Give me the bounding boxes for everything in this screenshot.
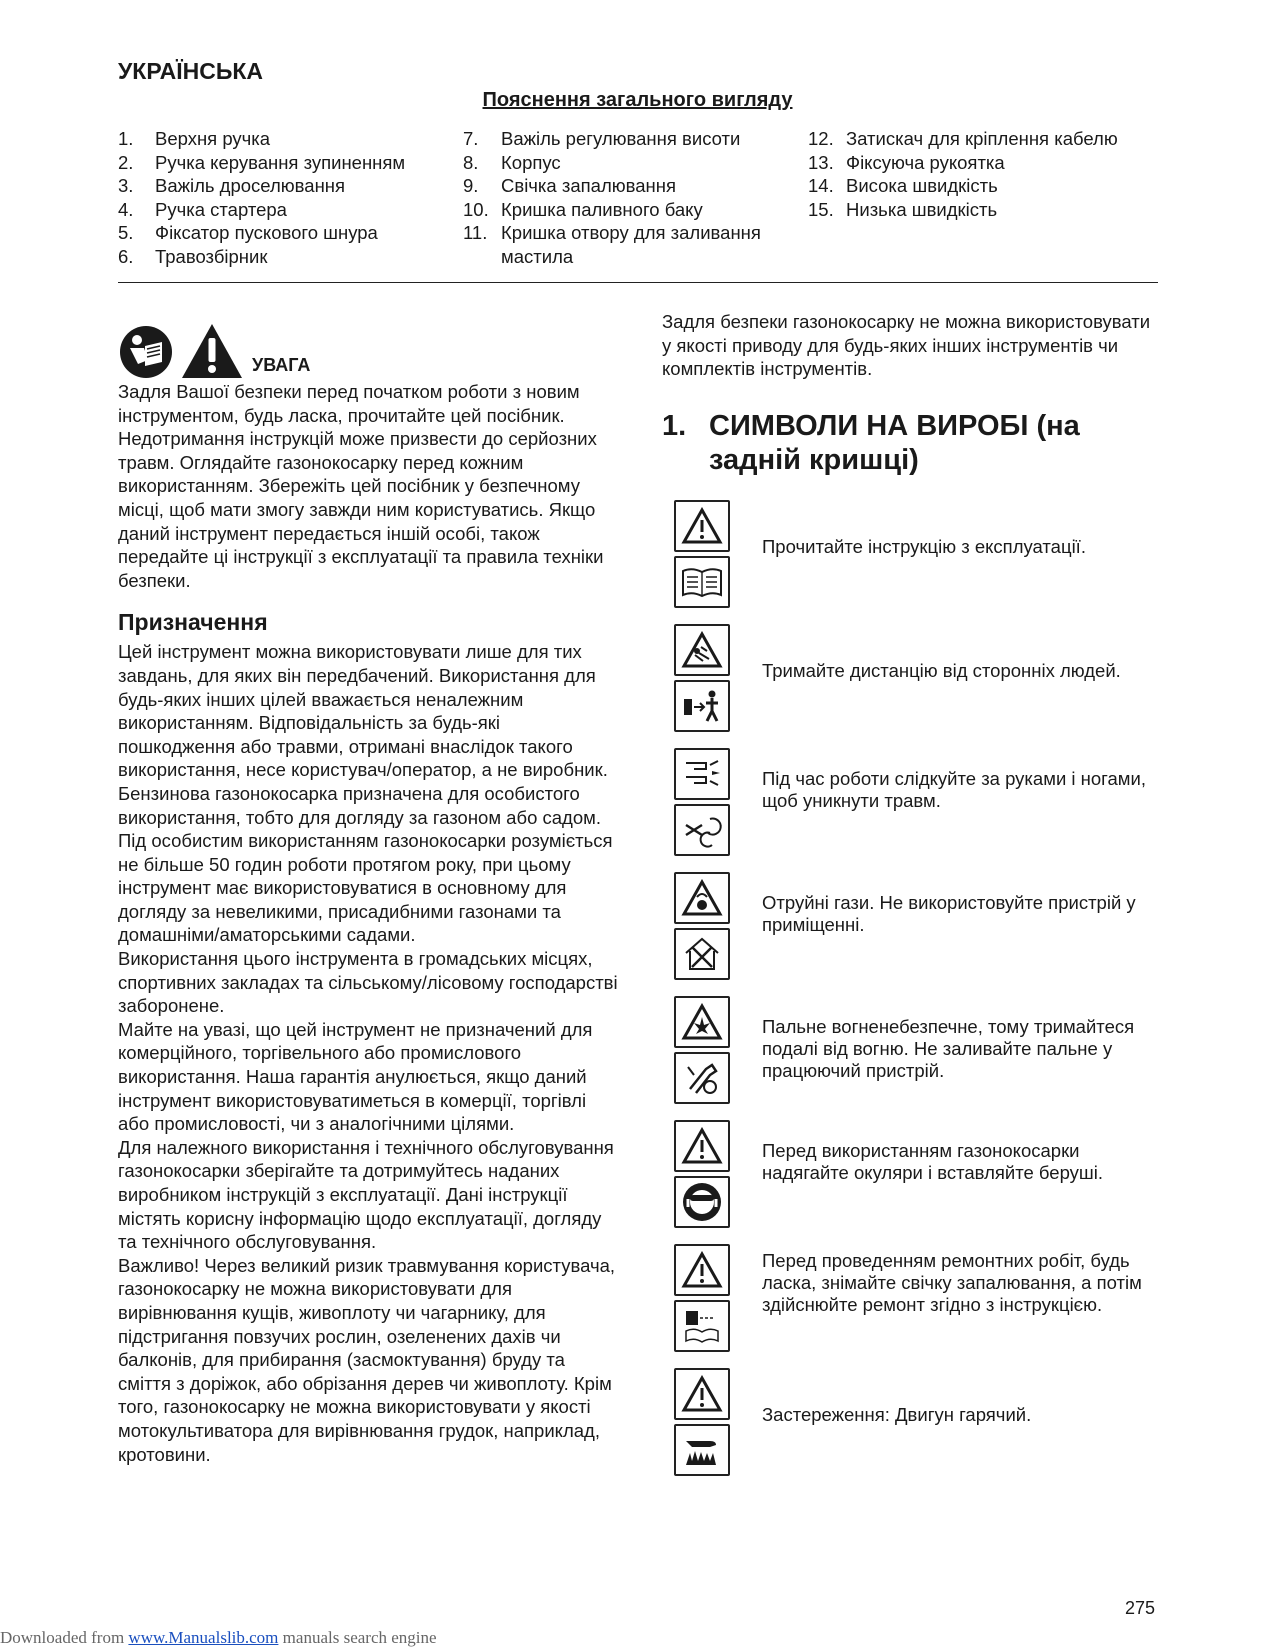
purpose-paragraph: Під особистим використанням газонокосарки розуміється не більше 50 годин роботи протягом року, при цьому інструмент має використовуватися в основному для догляду за невеликими, присадибними газонами та домашніми/аматорськими садами. [118, 830, 613, 946]
part-item: 12. Затискач для кріплення кабелю [808, 128, 1118, 149]
read-manual-icon [118, 324, 174, 380]
symbol-description: Прочитайте інструкцію з експлуатації. [762, 536, 1086, 557]
thrown-objects-icon [674, 624, 730, 676]
warning-triangle-icon [674, 1244, 730, 1296]
no-refuel-running-icon [674, 1052, 730, 1104]
part-item: 13. Фіксуюча рукоятка [808, 151, 1005, 173]
symbol-description: Під час роботи слідкуйте за руками і ногами, щоб уникнути травм. [762, 768, 1146, 811]
no-indoor-use-icon [674, 928, 730, 980]
part-item: 15. Низька швидкість [808, 198, 998, 220]
section-title: СИМВОЛИ НА ВИРОБІ (на задній кришці) [709, 409, 1080, 476]
part-item: 6. Травозбірник [118, 245, 268, 267]
purpose-paragraph: Важливо! Через великий ризик травмування користувача, газонокосарку не можна використовувати для вирівнювання кущів, живоплоту чи чагарнику, для підстригання повзучих рослин, озеленених дахів чи балконів, для прибирання (засмоктування) бруду та сміття з доріжок, або обрізання дерев чи живоплоту. Крім того, газонокосарку не можна використовувати у якості мотокультиватора для вирівнювання грудок, наприклад, кротовини. [118, 1254, 616, 1465]
section-heading [662, 409, 1162, 477]
part-item: 5. Фіксатор пускового шнура [118, 222, 378, 243]
purpose-paragraph: Для належного використання і технічного обслуговування газонокосарки зберігайте та дотримуйтесь наданих виробником інструкцій з експлуатації. Дані інструкції містять корисну інформацію щодо експлуатації, догляду та технічного обслуговування. [118, 1136, 614, 1253]
warning-text: Задля Вашої безпеки перед початком роботи з новим інструментом, будь ласка, прочитайте цей посібник. Недотримання інструкцій може призвести до серйозних травм. Оглядайте газонокосарку перед кожним використанням. Збережіть цей посібник у безпечному місці, щоб мати змогу завжди ним користуватись. Якщо даний інструмент передається іншій особі, також передайте ці інструкції з експлуатації та правила техніки безпеки. [118, 381, 604, 591]
warning-triangle-icon [180, 322, 244, 380]
part-item: 7. Важіль регулювання висоти [463, 128, 741, 149]
warning-triangle-icon [674, 1120, 730, 1172]
part-item: 10. Кришка паливного баку [463, 198, 703, 220]
warning-header [118, 318, 618, 380]
part-item: 11. Кришка отвору для заливання мастила [463, 222, 761, 267]
rotating-blade-icon [674, 804, 730, 856]
symbol-description: Перед проведенням ремонтних робіт, будь ласка, знімайте свічку запалювання, а потім здійснюйте ремонт згідно з інструкцією. [762, 1250, 1142, 1315]
part-item: 9. Свічка запалювання [463, 175, 676, 196]
purpose-paragraph: Цей інструмент можна використовувати лише для тих завдань, для яких він передбачений. Використання для будь-яких інших цілей вважається неналежним використанням. Відповідальність за будь-які пошкодження або травми, отримані внаслідок такого використання, несе користувач/оператор, а не виробник. [118, 641, 608, 781]
purpose-paragraph: Використання цього інструмента в громадських місцях, спортивних закладах та сільському/лісовому господарстві заборонене. [118, 948, 618, 1017]
flammable-icon [674, 996, 730, 1048]
section-divider [118, 282, 1158, 283]
symbol-description: Застереження: Двигун гарячий. [762, 1404, 1032, 1425]
warning-triangle-icon [674, 500, 730, 552]
hot-surface-icon [674, 1424, 730, 1476]
part-item: 4. Ручка стартера [118, 198, 287, 220]
download-footer: Downloaded from www.Manualslib.com manuals search engine [0, 1628, 437, 1647]
part-item: 14. Висока швидкість [808, 175, 998, 196]
section-number: 1. [662, 409, 687, 442]
part-item: 8. Корпус [463, 151, 561, 173]
right-column [662, 310, 1162, 477]
warning-triangle-icon [674, 1368, 730, 1420]
symbol-description: Перед використанням газонокосарки надягайте окуляри і вставляйте беруші. [762, 1140, 1104, 1183]
manualslib-link[interactable]: www.Manualslib.com [128, 1628, 279, 1647]
symbol-description: Тримайте дистанцію від сторонніх людей. [762, 660, 1121, 681]
part-item: 1. Верхня ручка [118, 128, 271, 149]
symbol-description: Отруйні гази. Не використовуйте пристрій у приміщенні. [762, 892, 1136, 935]
page-number: 275 [1125, 1598, 1156, 1618]
toxic-fumes-icon [674, 872, 730, 924]
hand-foot-blade-icon [674, 748, 730, 800]
spark-plug-manual-icon [674, 1300, 730, 1352]
language-heading: УКРАЇНСЬКА [118, 58, 264, 84]
eye-ear-protection-icon [674, 1176, 730, 1228]
manual-book-icon [674, 556, 730, 608]
purpose-paragraph: Бензинова газонокосарка призначена для особистого використання, тобто для догляду за газоном або садом. [118, 782, 601, 828]
keep-distance-person-icon [674, 680, 730, 732]
safety-intro-text: Задля безпеки газонокосарку не можна використовувати у якості приводу для будь-яких інших інструментів чи комплектів інструментів. [662, 311, 1151, 380]
symbol-description: Пальне вогненебезпечне, тому тримайтеся подалі від вогню. Не заливайте пальне у працюючий пристрій. [762, 1016, 1135, 1081]
purpose-heading: Призначення [118, 609, 268, 636]
overview-title: Пояснення загального вигляду [482, 89, 793, 111]
warning-label: УВАГА [252, 355, 311, 376]
left-column [118, 318, 618, 1466]
part-item: 2. Ручка керування зупиненням [118, 151, 406, 173]
purpose-paragraph: Майте на увазі, що цей інструмент не призначений для комерційного, торгівельного або промислового використання. Наша гарантія анулюється, якщо даний інструмент використовуватиметься в комерції, торгівлі або промисловості, чи з аналогічними цілями. [118, 1018, 593, 1135]
part-item: 3. Важіль дроселювання [118, 175, 346, 196]
